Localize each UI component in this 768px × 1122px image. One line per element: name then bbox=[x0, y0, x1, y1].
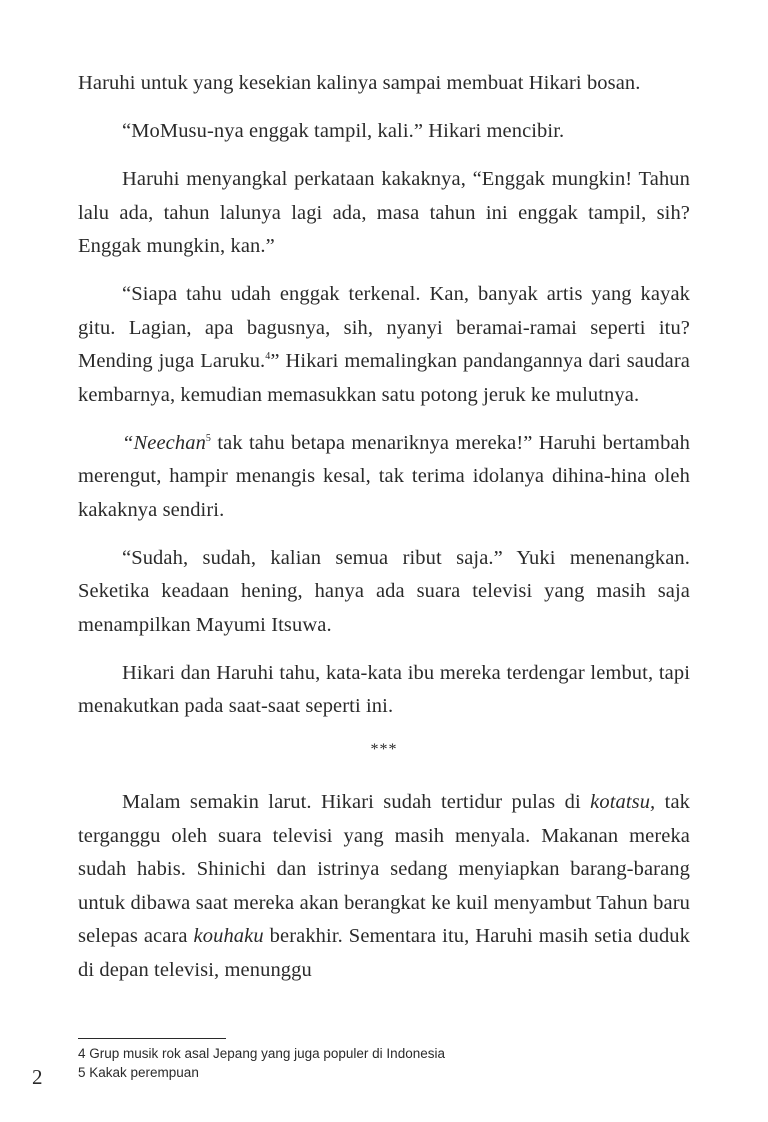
italic-text: “Neechan bbox=[122, 431, 206, 454]
paragraph bbox=[78, 786, 690, 987]
paragraph bbox=[78, 67, 690, 101]
footnote-marker: 5 bbox=[205, 432, 212, 444]
text-run: berakhir. Sementara itu, Haruhi masih setia duduk di depan televisi, menunggu bbox=[78, 925, 690, 981]
footnotes bbox=[78, 1044, 445, 1082]
paragraph bbox=[78, 542, 690, 643]
text-run: tak tahu betapa menariknya mereka!” Haruhi bertambah merengut, hampir menangis kesal, tak terima idolanya dihina-hina oleh kakaknya sendiri. bbox=[78, 431, 690, 521]
paragraph bbox=[78, 163, 690, 264]
paragraph bbox=[78, 657, 690, 724]
italic-text: kotatsu, bbox=[590, 791, 656, 813]
footnote-marker: 4 bbox=[265, 351, 271, 363]
text-run: Malam semakin larut. Hikari sudah tertidur pulas di bbox=[122, 791, 591, 813]
paragraph bbox=[78, 278, 690, 412]
section-divider: *** bbox=[370, 741, 398, 758]
text-run: Hikari dan Haruhi tahu, kata-kata ibu mereka terdengar lembut, tapi menakutkan pada saat-saat seperti ini. bbox=[78, 661, 690, 717]
text-run: “MoMusu-nya enggak tampil, kali.” Hikari mencibir. bbox=[122, 120, 565, 142]
text-run: Haruhi untuk yang kesekian kalinya sampai membuat Hikari bosan. bbox=[78, 72, 641, 94]
text-run: “Sudah, sudah, kalian semua ribut saja.” Yuki menenangkan. Seketika keadaan hening, hanya ada suara televisi yang masih saja menampilkan Mayumi Itsuwa. bbox=[78, 546, 690, 636]
text-run: tak terganggu oleh suara televisi yang masih menyala. Makanan mereka sudah habis. Shinichi dan istrinya sedang menyiapkan barang-barang untuk dibawa saat mereka akan berangkat ke kuil menyambut Tahun baru selepas acara bbox=[78, 791, 691, 947]
footnote-4: 4 Grup musik rok asal Jepang yang juga populer di Indonesia bbox=[78, 1046, 445, 1061]
paragraphs-after-divider bbox=[78, 786, 690, 987]
footnote-rule bbox=[78, 1038, 226, 1039]
italic-text: kouhaku bbox=[193, 925, 264, 947]
paragraphs-before-divider bbox=[78, 67, 690, 724]
text-run: Haruhi menyangkal perkataan kakaknya, “Enggak mungkin! Tahun lalu ada, tahun lalunya lagi ada, masa tahun ini enggak tampil, sih? Enggak mungkin, kan.” bbox=[78, 168, 690, 257]
page-number: 2 bbox=[32, 1065, 43, 1089]
text-run: ” Hikari memalingkan pandangannya dari saudara kembarnya, kemudian memasukkan satu potong jeruk ke mulutnya. bbox=[78, 350, 690, 406]
footnote-5: 5 Kakak perempuan bbox=[78, 1065, 199, 1080]
paragraph bbox=[78, 427, 690, 528]
text-run: “Siapa tahu udah enggak terkenal. Kan, banyak artis yang kayak gitu. Lagian, apa bagusnya, sih, nyanyi beramai-ramai seperti itu? Mending juga Laruku. bbox=[78, 283, 690, 372]
body-text bbox=[78, 67, 690, 1002]
paragraph bbox=[78, 115, 690, 149]
